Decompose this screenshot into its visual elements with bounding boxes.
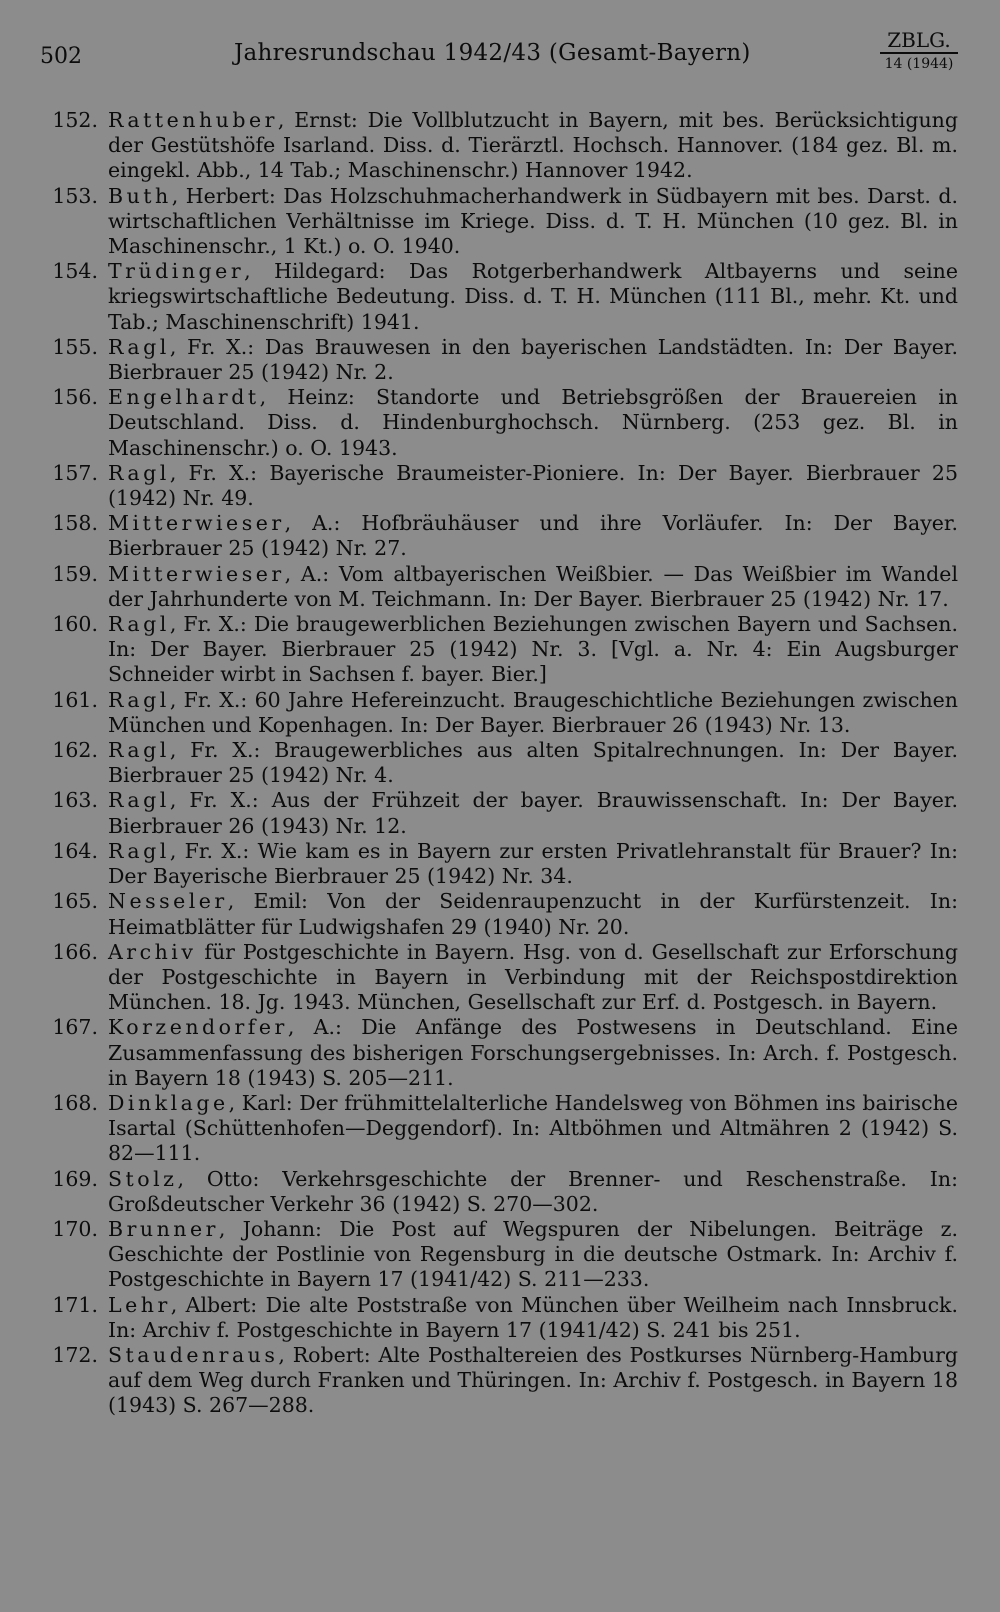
bibliography-entry	[40, 1343, 958, 1419]
entry-number: 163.	[52, 788, 98, 813]
entry-author: Ragl	[108, 460, 170, 485]
entry-text: , Robert: Alte Posthaltereien des Postkurses Nürnberg-Hamburg auf dem Weg durch Franken und Thüringen. In: Archiv f. Postgesch. in Bayern 18 (1943) S. 267—288.	[108, 1342, 958, 1418]
bibliography-entry	[40, 1217, 958, 1293]
entry-text: , Karl: Der frühmittelalterliche Handelsweg von Böhmen ins bairische Isartal (Schüttenhofen—Deggendorf). In: Altböhmen und Altmähren 2 (1942) S. 82—111.	[108, 1090, 958, 1166]
entry-text: , Herbert: Das Holzschuhmacherhandwerk in Südbayern mit bes. Darst. d. wirtschaftlichen Verhältnisse im Kriege. Diss. d. T. H. München (10 gez. Bl. in Maschinenschr., 1 Kt.) o. O. 1940.	[108, 183, 958, 259]
entry-number: 154.	[52, 259, 98, 284]
entry-number: 169.	[52, 1166, 98, 1191]
entry-number: 158.	[52, 511, 98, 536]
entry-number: 170.	[52, 1216, 98, 1241]
entry-author: Lehr	[108, 1292, 171, 1317]
entry-author: Ragl	[108, 838, 170, 863]
entry-text: , Fr. X.: Aus der Frühzeit der bayer. Brauwissenschaft. In: Der Bayer. Bierbrauer 26 (1943) Nr. 12.	[108, 788, 958, 838]
running-title: Jahresrundschau 1942/43 (Gesamt-Bayern)	[234, 40, 751, 66]
entry-number: 172.	[52, 1342, 98, 1367]
entry-number: 167.	[52, 1015, 98, 1040]
entry-number: 161.	[52, 687, 98, 712]
entry-text: , Fr. X.: Bayerische Braumeister-Pioniere. In: Der Bayer. Bierbrauer 25 (1942) Nr. 49.	[108, 460, 958, 511]
bibliography-entry	[40, 688, 958, 738]
bibliography-entry	[40, 108, 958, 184]
bibliography-entry	[40, 940, 958, 1016]
entry-number: 165.	[52, 889, 98, 914]
entry-author: Nesseler	[108, 889, 228, 914]
entry-text: , Emil: Von der Seidenraupenzucht in der Kurfürstenzeit. In: Heimatblätter für Ludwigshafen 29 (1940) Nr. 20.	[108, 889, 958, 939]
entry-number: 160.	[52, 612, 98, 637]
entry-author: Mitterwieser	[108, 561, 285, 586]
entry-text: , A.: Die Anfänge des Postwesens in Deutschland. Eine Zusammenfassung des bisherigen Forschungsergebnisses. In: Arch. f. Postgesch. in Bayern 18 (1943) S. 205—211.	[108, 1015, 958, 1090]
entry-author: Brunner	[108, 1216, 219, 1241]
entry-author: Stolz	[108, 1166, 178, 1191]
entry-author: Buth	[108, 183, 172, 208]
entry-text: , Fr. X.: Die braugewerblichen Beziehungen zwischen Bayern und Sachsen. In: Der Bayer. Bierbrauer 25 (1942) Nr. 3. [Vgl. a. Nr. 4: Ein Augsburger Schneider wirbt in Sachsen f. bayer. Bier.]	[108, 612, 958, 687]
entry-author: Trüdinger	[108, 259, 245, 284]
entry-text: , A.: Vom altbayerischen Weißbier. — Das Weißbier im Wandel der Jahrhunderte von M. Teichmann. In: Der Bayer. Bierbrauer 25 (1942) Nr. 17.	[108, 561, 958, 611]
bibliography-entry	[40, 1091, 958, 1167]
bibliography-entry	[40, 889, 958, 939]
entry-author: Dinklage	[108, 1090, 229, 1115]
entry-author: Ragl	[108, 687, 170, 712]
entry-text: , A.: Hofbräuhäuser und ihre Vorläufer. In: Der Bayer. Bierbrauer 25 (1942) Nr. 27.	[108, 511, 958, 561]
entry-author: Ragl	[108, 738, 170, 763]
entry-number: 159.	[52, 561, 98, 586]
entry-author: Ragl	[108, 334, 170, 359]
entry-text: , Heinz: Standorte und Betriebsgrößen der Brauereien in Deutschland. Diss. d. Hindenburghochsch. Nürnberg. (253 gez. Bl. in Maschinenschr.) o. O. 1943.	[108, 385, 958, 460]
entry-number: 164.	[52, 838, 98, 863]
entry-author: Mitterwieser	[108, 511, 285, 536]
entry-number: 153.	[52, 183, 98, 208]
bibliography-entry	[40, 184, 958, 260]
bibliography-entry	[40, 1293, 958, 1343]
entry-number: 166.	[52, 939, 98, 964]
entry-text: , Johann: Die Post auf Wegspuren der Nibelungen. Beiträge z. Geschichte der Postlinie von Regensburg in die deutsche Ostmark. In: Archiv f. Postgeschichte in Bayern 17 (1941/42) S. 211—233.	[108, 1216, 958, 1292]
entry-author: Staudenraus	[108, 1342, 279, 1367]
entry-number: 162.	[52, 738, 98, 763]
entry-text: für Postgeschichte in Bayern. Hsg. von d. Gesellschaft zur Erforschung der Postgeschichte in Bayern in Verbindung mit der Reichspostdirektion München. 18. Jg. 1943. München, Gesellschaft zur Erf. d. Postgesch. in Bayern.	[108, 939, 958, 1015]
bibliography-entry	[40, 385, 958, 461]
bibliography-entry	[40, 562, 958, 612]
bibliography-entry	[40, 1167, 958, 1217]
entry-text: , Otto: Verkehrsgeschichte der Brenner- und Reschenstraße. In: Großdeutscher Verkehr 36 (1942) S. 270—302.	[108, 1166, 958, 1216]
entry-text: , Fr. X.: Braugewerbliches aus alten Spitalrechnungen. In: Der Bayer. Bierbrauer 25 (1942) Nr. 4.	[108, 738, 958, 788]
entry-text: , Albert: Die alte Poststraße von München über Weilheim nach Innsbruck. In: Archiv f. Postgeschichte in Bayern 17 (1941/42) S. 241 bis 251.	[108, 1292, 958, 1342]
entry-text: , Fr. X.: Das Brauwesen in den bayerischen Landstädten. In: Der Bayer. Bierbrauer 25 (1942) Nr. 2.	[108, 334, 958, 385]
entry-author: Ragl	[108, 612, 170, 637]
page-number: 502	[40, 44, 82, 69]
bibliography-entry	[40, 511, 958, 561]
bibliography-list	[40, 108, 958, 1419]
journal-reference	[880, 30, 958, 71]
entry-author: Ragl	[108, 788, 170, 813]
entry-number: 171.	[52, 1292, 98, 1317]
bibliography-entry	[40, 1015, 958, 1091]
bibliography-entry	[40, 335, 958, 385]
entry-number: 156.	[52, 385, 98, 410]
entry-number: 155.	[52, 334, 98, 359]
entry-author: Korzendorfer	[108, 1015, 288, 1040]
bibliography-entry	[40, 839, 958, 889]
entry-text: , Ernst: Die Vollblutzucht in Bayern, mit bes. Berücksichtigung der Gestütshöfe Isarland. Diss. d. Tierärztl. Hochsch. Hannover. (184 gez. Bl. m. eingekl. Abb., 14 Tab.; Maschinenschr.) Hannover 1942.	[108, 108, 958, 183]
entry-author: Archiv	[108, 939, 197, 964]
entry-author: Rattenhuber	[108, 108, 278, 132]
entry-author: Engelhardt	[108, 385, 260, 410]
entry-text: , Fr. X.: Wie kam es in Bayern zur ersten Privatlehranstalt für Brauer? In: Der Bayerische Bierbrauer 25 (1942) Nr. 34.	[108, 838, 958, 889]
journal-abbreviation: ZBLG.	[880, 30, 958, 54]
journal-volume: 14 (1944)	[884, 56, 954, 72]
bibliography-entry	[40, 259, 958, 335]
entry-number: 168.	[52, 1090, 98, 1115]
entry-number: 152.	[52, 108, 98, 132]
entry-text: , Fr. X.: 60 Jahre Hefereinzucht. Braugeschichtliche Beziehungen zwischen München und Kopenhagen. In: Der Bayer. Bierbrauer 26 (1943) Nr. 13.	[108, 687, 958, 737]
entry-text: , Hildegard: Das Rotgerberhandwerk Altbayerns und seine kriegswirtschaftliche Bedeutung. Diss. d. T. H. München (111 Bl., mehr. Kt. und Tab.; Maschinenschrift) 1941.	[108, 259, 958, 334]
bibliography-entry	[40, 788, 958, 838]
entry-number: 157.	[52, 460, 98, 485]
bibliography-entry	[40, 738, 958, 788]
bibliography-entry	[40, 612, 958, 688]
bibliography-entry	[40, 461, 958, 511]
